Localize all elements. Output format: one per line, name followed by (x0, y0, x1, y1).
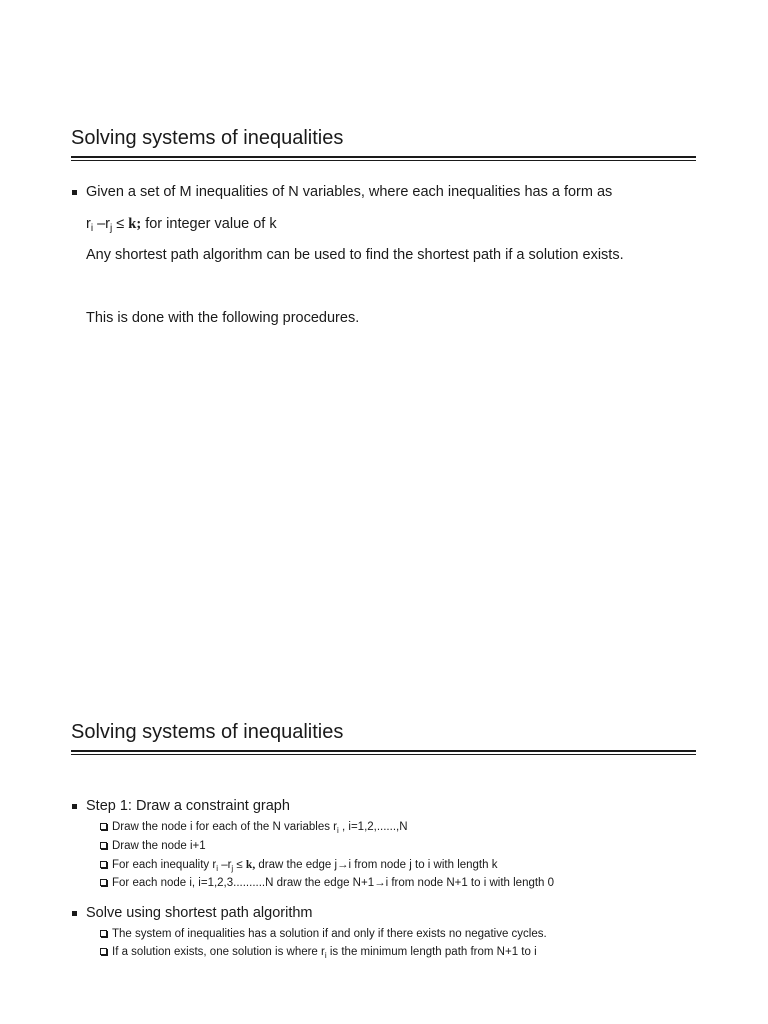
checkbox-bullet-icon (100, 930, 107, 937)
sub-item: The system of inequalities has a solution if and only if there exists no negative cycles. (100, 927, 547, 941)
sub-item: For each node i, i=1,2,3..........N draw the edge N+1→i from node N+1 to i with length 0 (100, 876, 554, 890)
bullet-square-icon (72, 190, 77, 195)
checkbox-bullet-icon (100, 842, 107, 849)
checkbox-bullet-icon (100, 823, 107, 830)
checkbox-bullet-icon (100, 861, 107, 868)
checkbox-bullet-icon (100, 879, 107, 886)
bullet-square-icon (72, 911, 77, 916)
paragraph: Any shortest path algorithm can be used to find the shortest path if a solution exists. (86, 247, 624, 263)
sub-item: If a solution exists, one solution is where $r_i$ is the minimum length path from N+1 to i (100, 945, 537, 959)
bullet-text: Step 1: Draw a constraint graph (86, 798, 290, 814)
bullet-square-icon (72, 804, 77, 809)
slide-title: Solving systems of inequalities (71, 127, 344, 149)
paragraph: This is done with the following procedures. (86, 310, 360, 326)
slide-title: Solving systems of inequalities (71, 721, 344, 743)
sub-item: Draw the node i+1 (100, 839, 206, 853)
sub-item: For each inequality $r_i$ $-r_j \le k$, draw the edge j→i from node j to i with length k (100, 858, 497, 872)
sub-item: Draw the node i for each of the N variables $r_i$ , i=1,2,......,N (100, 820, 408, 834)
bullet-text: Given a set of M inequalities of N variables, where each inequalities has a form as (86, 184, 613, 200)
slide-2 (0, 512, 768, 1024)
checkbox-bullet-icon (100, 948, 107, 955)
bullet-text: Solve using shortest path algorithm (86, 905, 313, 921)
title-rule (71, 156, 696, 161)
inequality-formula: $r_i$ $-r_j \le k$; for integer value of k (86, 216, 277, 234)
title-rule (71, 750, 696, 755)
